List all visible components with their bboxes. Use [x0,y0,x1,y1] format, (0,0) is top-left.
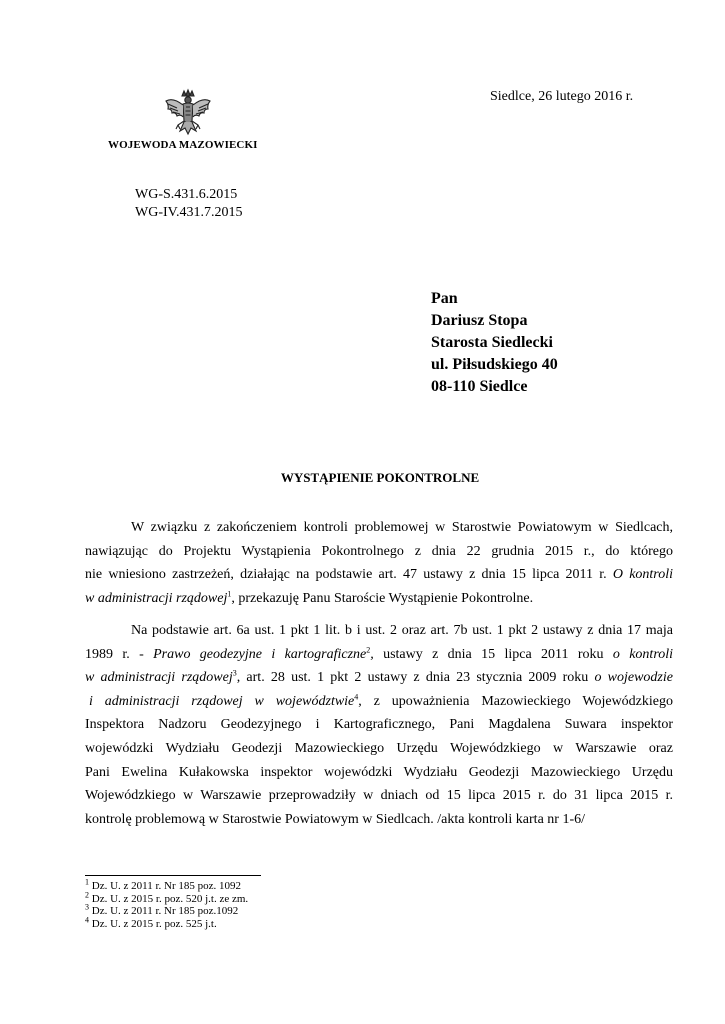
text-line: Inspektora Nadzoru Geodezyjnego i Kartograficznego, Pani Magdalena Suwara inspektor [85,717,673,733]
paragraph-1 [85,516,673,610]
text-line: nawiązując do Projektu Wystąpienia Pokontrolnego z dnia 22 grudnia 2015 r., do którego [85,543,673,559]
polish-eagle-emblem-icon [163,87,213,141]
text-line: Wojewódzkiego w Warszawie przeprowadziły w dniach od 15 lipca 2015 r. do 31 lipca 2015 r. [85,788,673,804]
text-line: kontrolę problemową w Starostwie Powiatowym w Siedlcach. /akta kontroli karta nr 1-6/ [85,811,586,827]
text-line: W związku z zakończeniem kontroli problemowej w Starostwie Powiatowym w Siedlcach, [131,520,673,535]
addressee-block [431,288,691,398]
footnote-separator [85,875,261,876]
addressee-position: Starosta Siedlecki [431,334,553,351]
footnote: $^3$ Dz. U. z 2011 r. Nr 185 poz.1092 [85,902,239,917]
footnotes [85,877,249,930]
text-line: Na podstawie art. 6a ust. 1 pkt 1 lit. b i ust. 2 oraz art. 7b ust. 1 pkt 2 ustawy z dnia 17 maja [131,623,673,638]
addressee-name: Dariusz Stopa [431,312,528,329]
office-name: WOJEWODA MAZOWIECKI [108,139,258,151]
footnote: $^1$ Dz. U. z 2011 r. Nr 185 poz. 1092 [85,877,242,892]
place-and-date: Siedlce, 26 lutego 2016 r. [490,89,634,104]
text-line: 1989 r. - Prawo geodezyjne i kartograficzne$^2$, ustawy z dnia 15 lipca 2011 roku o kontroli [85,644,673,662]
text-line: i administracji rządowej w województwie$^4$, z upoważnienia Mazowieckiego Wojewódzkiego [89,692,673,709]
text-line: wojewódzki Wydziału Geodezji Mazowieckiego Urzędu Wojewódzkiego w Warszawie oraz [85,740,673,756]
text-line: nie wniesiono zastrzeżeń, działając na podstawie art. 47 ustawy z dnia 15 lipca 2011 r. O kontroli [85,567,673,583]
text-line: w administracji rządowej$^1$, przekazuję Panu Staroście Wystąpienie Pokontrolne. [85,589,534,606]
addressee-salutation: Pan [431,290,458,307]
footnote: $^4$ Dz. U. z 2015 r. poz. 525 j.t. [85,914,217,930]
reference-number: WG-IV.431.7.2015 [135,205,243,220]
addressee-postal-city: 08-110 Siedlce [431,378,528,395]
footnote: $^2$ Dz. U. z 2015 r. poz. 520 j.t. ze zm. [85,889,249,905]
reference-number: WG-S.431.6.2015 [135,187,238,202]
paragraph-2 [85,619,673,831]
text-line: Pani Ewelina Kułakowska inspektor wojewódzki Wydziału Geodezji Mazowieckiego Urzędu [85,764,673,780]
document-title: WYSTĄPIENIE POKONTROLNE [280,470,480,485]
text-line: w administracji rządowej$^3$, art. 28 ust. 1 pkt 2 ustawy z dnia 23 stycznia 2009 roku o wojewodzie [85,668,673,686]
addressee-street: ul. Piłsudskiego 40 [431,356,558,373]
